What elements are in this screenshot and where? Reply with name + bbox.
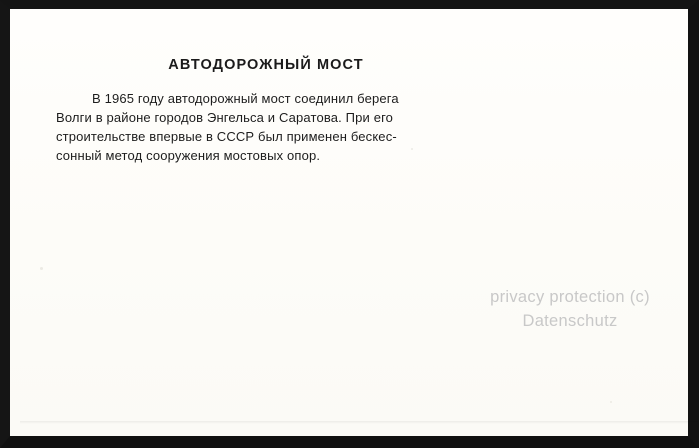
- caption-text-block: [56, 57, 476, 165]
- page-title: АВТОДОРОЖНЫЙ МОСТ: [168, 57, 364, 73]
- caption-paragraph: [56, 89, 476, 165]
- scan-edge-shadow: [20, 421, 698, 424]
- paragraph-line-4: сонный метод сооружения мостовых опор.: [56, 148, 321, 163]
- watermark-line-1: privacy protection (c): [490, 288, 650, 306]
- paragraph-line-3: строительстве впервые в СССР был применен бескес-: [56, 129, 397, 144]
- paper-speck: [610, 401, 612, 403]
- paragraph-line-1: В 1965 году автодорожный мост соединил берега: [92, 91, 399, 106]
- paragraph-line-2: Волги в районе городов Энгельса и Саратова. При его: [56, 110, 394, 125]
- paper-speck: [40, 267, 43, 270]
- watermark-line-2: Datenschutz: [522, 312, 618, 330]
- watermark: [455, 285, 685, 333]
